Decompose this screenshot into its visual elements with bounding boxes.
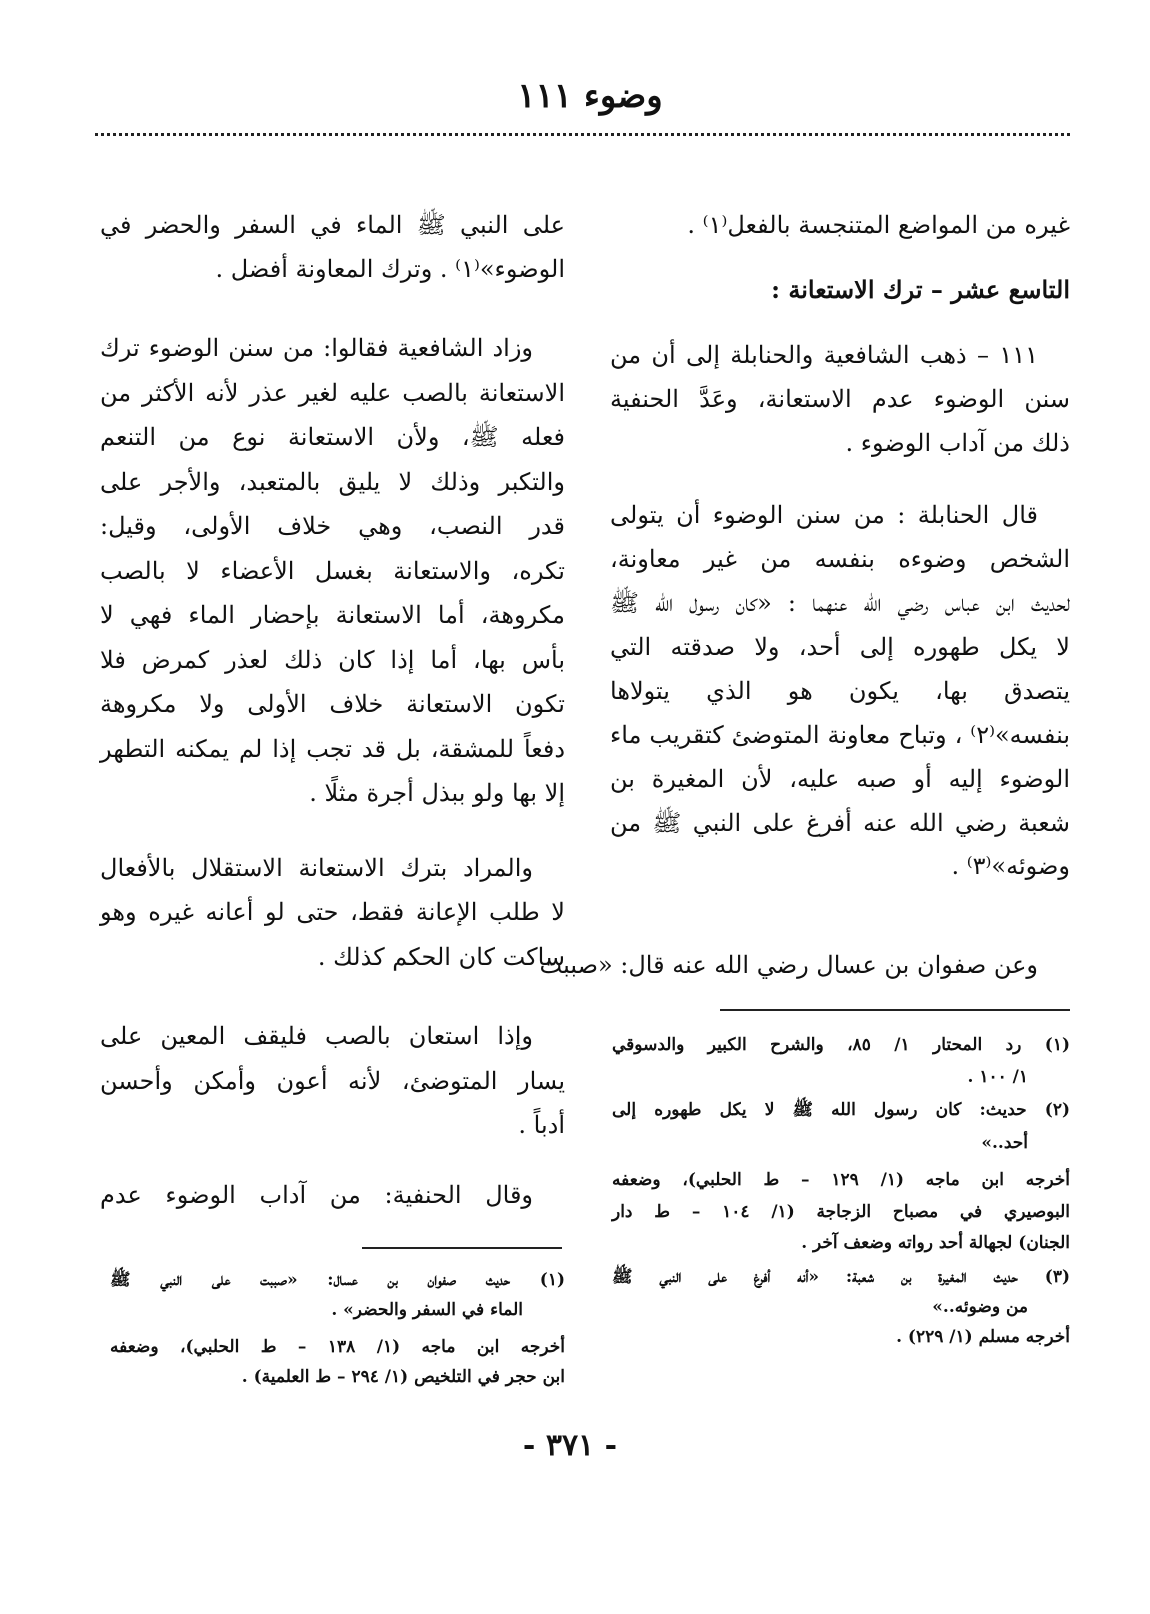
body-text-line: فعله ﷺ، ولأن الاستعانة نوع من التنعم — [100, 423, 565, 451]
body-text-line: دفعاً للمشقة، بل قد تجب إذا لم يمكنه التطهر — [100, 735, 565, 763]
footnote-line: (١) حديث صفوان بن عسال: «صببت على النبي ﷺ — [110, 1270, 565, 1290]
footnote-line: أحد..» — [981, 1133, 1028, 1153]
footnote-line: (٣) حديث المغيرة بن شعبة: «أنه أفرغ على النبي ﷺ — [612, 1267, 1070, 1287]
left-footnote-rule — [362, 1247, 562, 1249]
footnote-line: أخرجه مسلم (١/ ٢٢٩) . — [896, 1327, 1070, 1347]
body-text-line: لا طلب الإعانة فقط، حتى لو أعانه غيره وهو — [100, 898, 565, 926]
body-text-line: وقال الحنفية: من آداب الوضوء عدم — [100, 1181, 533, 1209]
body-text-line: والتكبر وذلك لا يليق بالمتعبد، والأجر على — [100, 468, 565, 496]
body-text-line: لحديث ابن عباس رضي الله عنهما : «كان رسول الله ﷺ — [610, 589, 1070, 617]
body-text-line: الشخص وضوءه بنفسه من غير معاونة، — [610, 545, 1070, 573]
footnote-line: (١) رد المحتار ١/ ٨٥، والشرح الكبير والدسوقي — [612, 1035, 1070, 1055]
body-text-line: تكره، والاستعانة بغسل الأعضاء لا بالصب — [100, 557, 565, 585]
body-text-line: الاستعانة بالصب عليه لغير عذر لأنه الأكثر من — [100, 379, 565, 407]
body-text-line: سنن الوضوء عدم الاستعانة، وعَدَّ الحنفية — [610, 385, 1070, 413]
footnote-line: الماء في السفر والحضر» . — [331, 1300, 523, 1320]
body-text-line: وإذا استعان بالصب فليقف المعين على — [100, 1022, 533, 1050]
body-text-line: ذلك من آداب الوضوء . — [845, 429, 1070, 457]
body-text-line: الوضوء إليه أو صبه عليه، لأن المغيرة بن — [610, 765, 1070, 793]
section-heading: التاسع عشر – ترك الاستعانة : — [771, 275, 1070, 304]
body-text-line: بنفسه»⁽٢⁾ ، وتباح معاونة المتوضئ كتقريب ماء — [610, 721, 1070, 749]
body-text-line: بأس بها، أما إذا كان ذلك لعذر كمرض فلا — [100, 646, 565, 674]
right-footnote-rule — [720, 1009, 1070, 1011]
footnote-line: من وضوئه..» — [932, 1297, 1028, 1317]
body-text-line: وزاد الشافعية فقالوا: من سنن الوضوء ترك — [100, 334, 533, 362]
body-text-line: أدباً . — [518, 1111, 565, 1139]
header-dotted-divider — [95, 133, 1070, 136]
page-number: - ٣٧١ - — [522, 1428, 618, 1463]
footnote-line: البوصيري في مصباح الزجاجة (١/ ١٠٤ – ط دار — [612, 1202, 1070, 1222]
body-text-line: وعن صفوان بن عسال رضي الله عنه قال: «صببت — [539, 951, 1038, 979]
body-text-line: إلا بها ولو ببذل أجرة مثلًا . — [309, 779, 565, 807]
footnote-line: أخرجه ابن ماجه (١/ ١٣٨ – ط الحلبي)، وضعفه — [110, 1337, 565, 1357]
body-text-line: مكروهة، أما الاستعانة بإحضار الماء فهي لا — [100, 601, 565, 629]
body-text-line: يتصدق بها، يكون هو الذي يتولاها — [610, 677, 1070, 705]
body-text-line: تكون الاستعانة خلاف الأولى ولا مكروهة — [100, 690, 565, 718]
footnote-line: ابن حجر في التلخيص (١/ ٢٩٤ – ط العلمية) . — [241, 1367, 565, 1387]
footnote-line: ١/ ١٠٠ . — [967, 1067, 1028, 1087]
body-text-line: غيره من المواضع المتنجسة بالفعل⁽١⁾ . — [687, 211, 1070, 239]
body-text-line: على النبي ﷺ الماء في السفر والحضر في — [100, 211, 565, 239]
body-text-line: والمراد بترك الاستعانة الاستقلال بالأفعال — [100, 854, 533, 882]
body-text-line: ساكت كان الحكم كذلك . — [317, 943, 565, 971]
body-text-line: شعبة رضي الله عنه أفرغ على النبي ﷺ من — [610, 809, 1070, 837]
running-header-title: وضوء ١١١ — [517, 76, 663, 116]
footnote-line: الجنان) لجهالة أحد رواته وضعف آخر . — [801, 1233, 1070, 1253]
footnote-line: (٢) حديث: كان رسول الله ﷺ لا يكل طهوره إلى — [612, 1100, 1070, 1120]
body-text-line: وضوئه»⁽٣⁾ . — [951, 852, 1070, 880]
body-text-line: قال الحنابلة : من سنن الوضوء أن يتولى — [610, 501, 1038, 529]
body-text-line: لا يكل طهوره إلى أحد، ولا صدقته التي — [610, 633, 1070, 661]
body-text-line: الوضوء»⁽١⁾ . وترك المعاونة أفضل . — [215, 255, 565, 283]
body-text-line: قدر النصب، وهي خلاف الأولى، وقيل: — [100, 512, 565, 540]
footnote-line: أخرجه ابن ماجه (١/ ١٢٩ – ط الحلبي)، وضعفه — [612, 1170, 1070, 1190]
body-text-line: يسار المتوضئ، لأنه أعون وأمكن وأحسن — [100, 1067, 565, 1095]
body-text-line: ١١١ – ذهب الشافعية والحنابلة إلى أن من — [610, 341, 1038, 369]
